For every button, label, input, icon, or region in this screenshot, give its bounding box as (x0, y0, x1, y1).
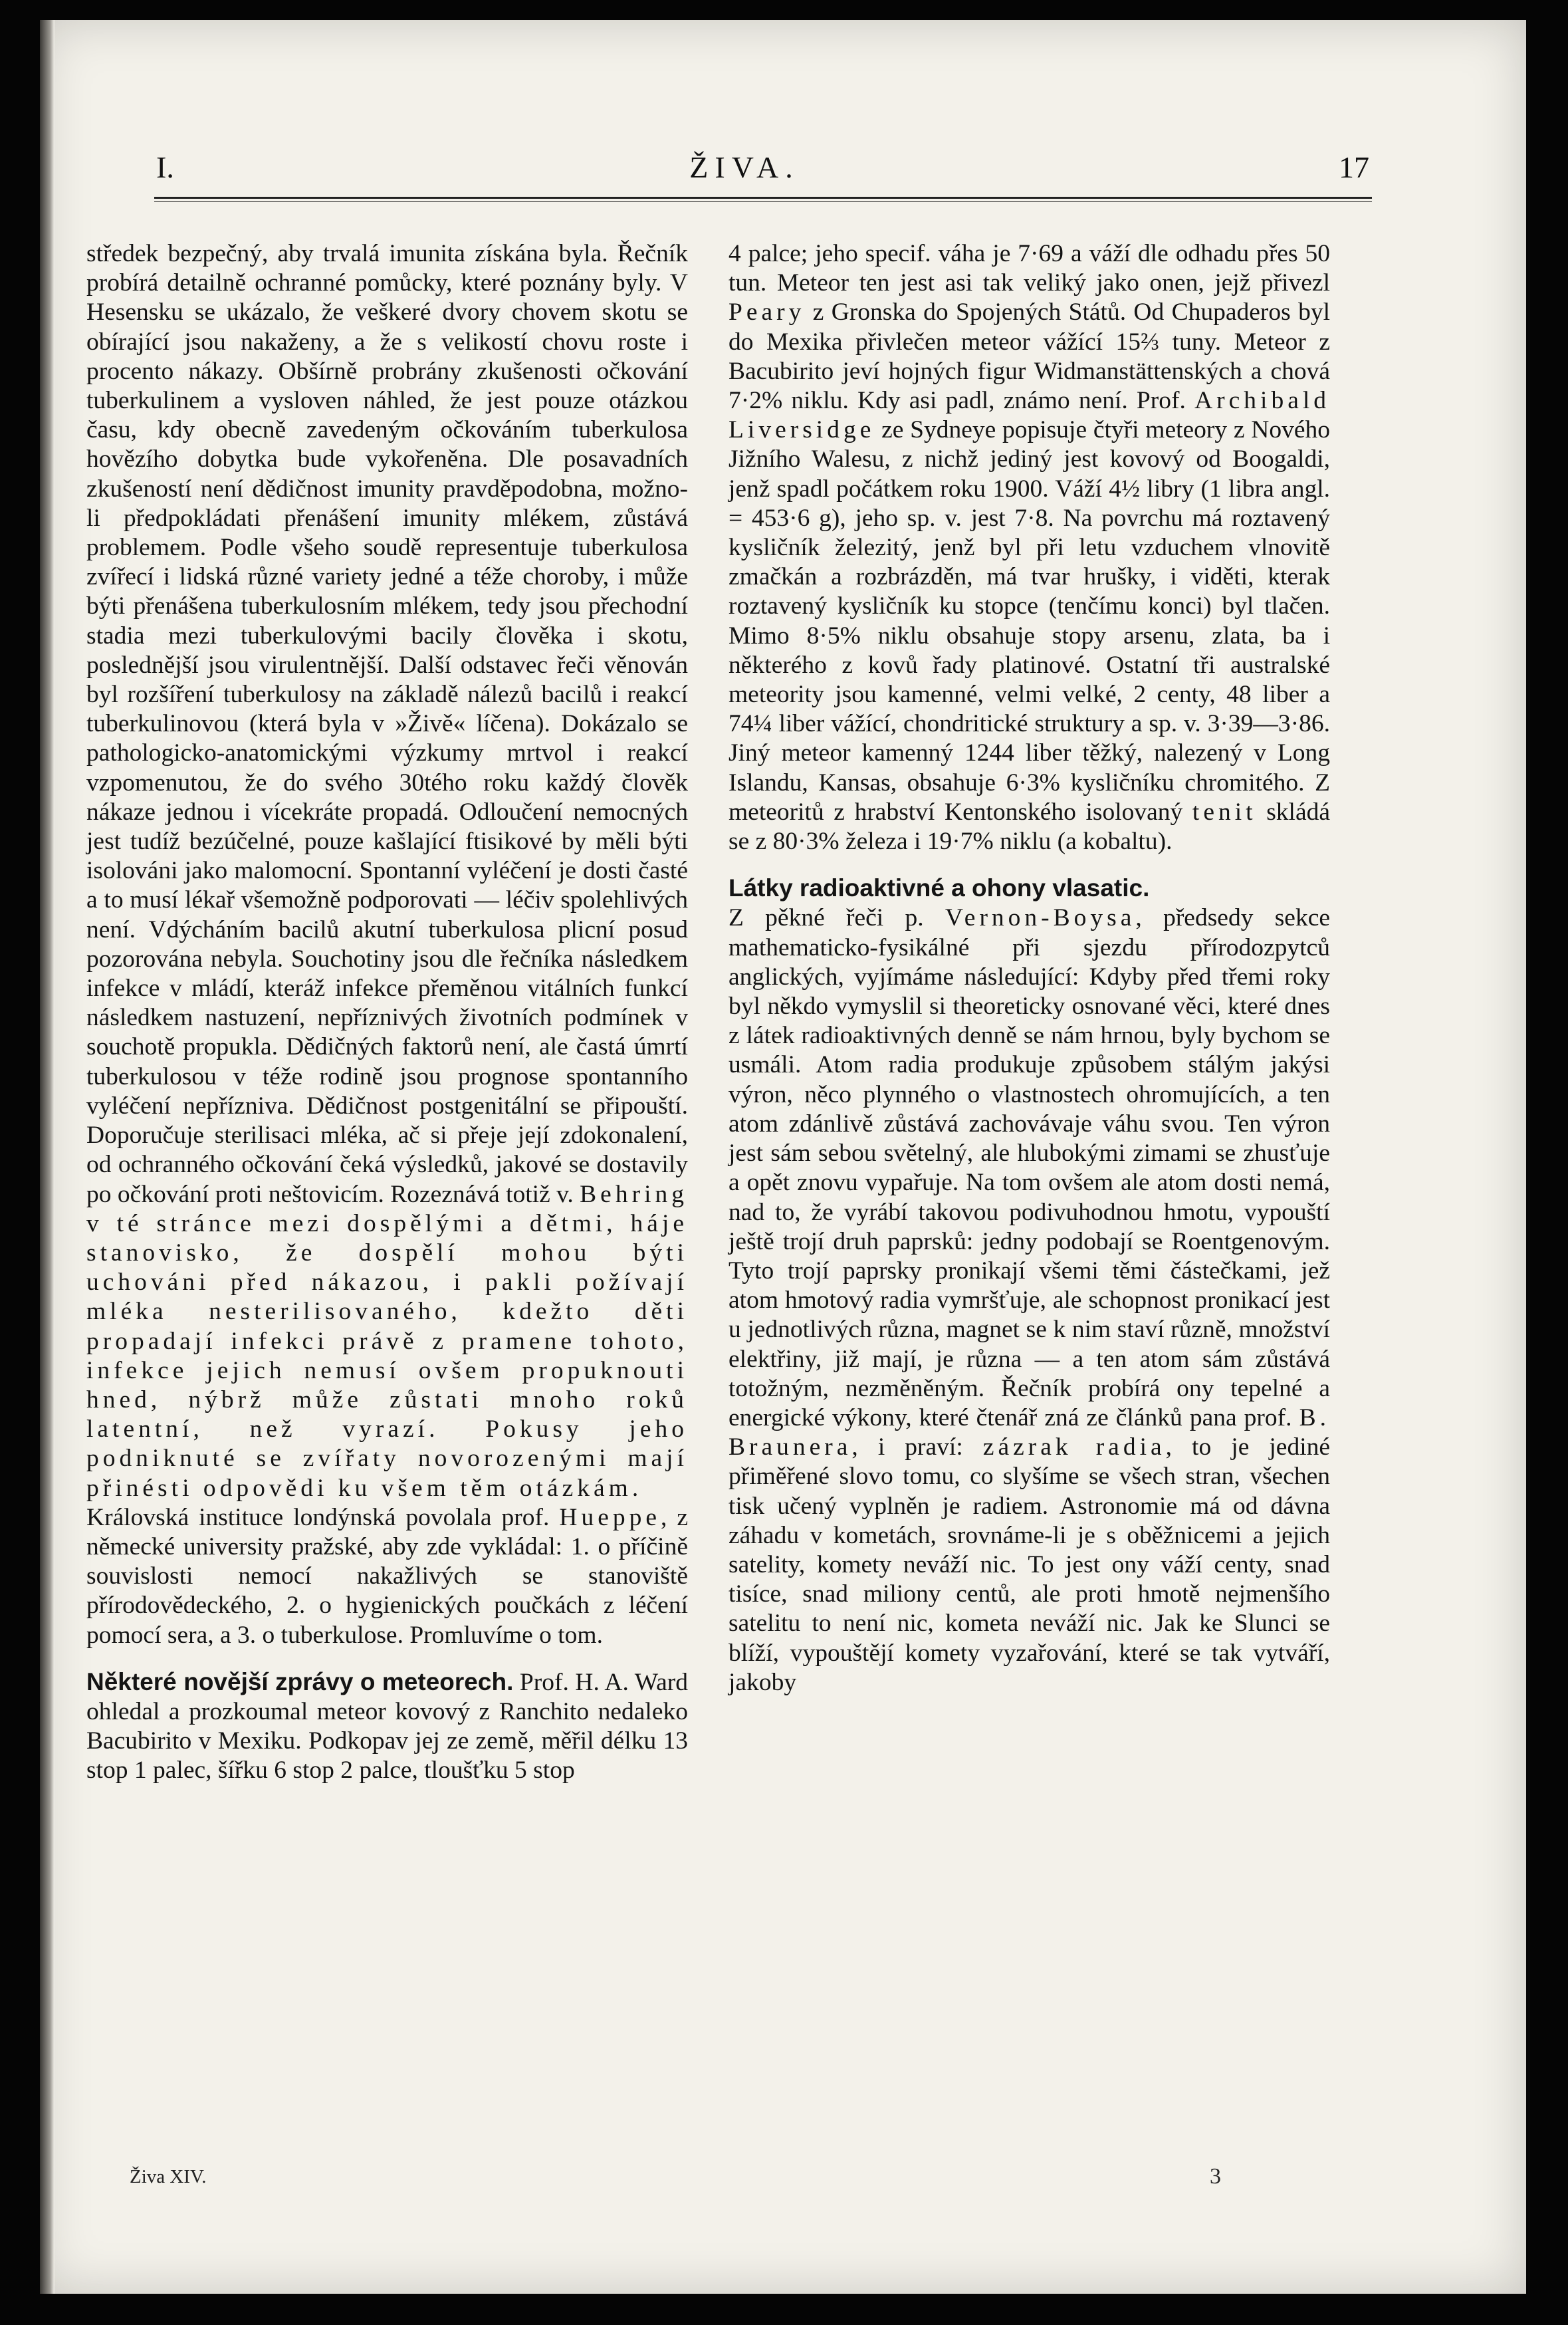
left-column (86, 239, 688, 1786)
right-column (728, 239, 1330, 1697)
paragraph: středek bezpečný, aby trvalá imunita získána byla. Řečník probírá detailně ochranné pomůcky, které poznány byly. V Hesensku se ukázalo, že veškeré dvory chovem skotu se obírající jsou nakaženy, a že s velikostí chovu roste i procento nákazy. Obšírně probrány zkušenosti očkování tuberkulinem a vysloven náhled, že jest pouze otázkou času, kdy obecně zavedeným očkováním tuberkulosa hovězího dobytka bude vykořeněna. Dle posavadních zkušeností není dědičnost imunity pravděpodobna, možno-li předpokládati přenášení imunity mlékem, zůstává problemem. Podle všeho soudě representuje tuberkulosa zvířecí i lidská různé variety jedné a téže choroby, i může býti přenášena tuberkulosním mlékem, tedy jsou přechodní stadia mezi tuberkulovými bacily člověka i skotu, poslednější jsou virulentnější. Další odstavec řeči věnován byl rozšíření tuberkulosy na základě nálezů bacilů i reakcí tuberkulinovou (která byla v »Živě« líčena). Dokázalo se pathologicko-anatomickými výzkumy mrtvol i reakcí vzpomenutou, že do svého 30tého roku každý člověk nákaze jednou i vícekráte propadá. Odloučení nemocných jest tudíž bezúčelné, pouze kašlající ftisikové by měli býti isolováni jako malomocní. Spontanní vyléčení je dosti časté a to musí lékař všemožně podporovati — léčiv spolehlivých není. Vdýcháním bacilů akutní tuberkulosa plicní posud pozorována nebyla. Souchotiny jsou dle řečníka následkem infekce v mládí, kteráž infekce přeměnou vitálních funkcí následkem nastuzení, nepříznivých životních podmínek v souchotě propukla. Dědičných faktorů není, ale častá úmrtí tuberkulosou v téže rodině jsou prognose spontanního vyléčení nepřízniva. Dědičnost postgenitální se připouští. Doporučuje sterilisaci mléka, ač si přeje její zdokonalení, od ochranného očkování čeká výsledků, jakové se dostavily po očkování proti neštovicím. Rozeznává totiž v. Behring v té stránce mezi dospělými a dětmi, háje stanovisko, že dospělí mohou býti uchováni před nákazou, i pakli požívají mléka nesterilisovaného, kdežto děti propadají infekci právě z pramene tohoto, infekce jejich nemusí ovšem propuknouti hned, nýbrž může zůstati mnoho roků latentní, než vyrazí. Pokusy jeho podniknuté se zvířaty novorozenými mají přinésti odpovědi ku všem těm otázkám. (86, 240, 688, 1502)
paragraph: Některé novější zprávy o meteorech. Prof. H. A. Ward ohledal a prozkoumal meteor kovový z Ranchito nedaleko Bacubirito v Mexiku. Podkopav jej ze země, měřil délku 13 stop 1 palec, šířku 6 stop 2 palce, tloušťku 5 stop (86, 1667, 688, 1784)
header-page-number: 17 (1339, 150, 1369, 184)
header-volume: I. (156, 150, 174, 184)
paragraph: 4 palce; jeho specif. váha je 7·69 a váží dle odhadu přes 50 tun. Meteor ten jest asi tak veliký jako onen, jejž přivezl Peary z Gronska do Spojených Států. Od Chupaderos byl do Mexika přivlečen meteor vážící 15⅔ tuny. Meteor z Bacubirito jeví hojných figur Widmanstättenských a chová 7·2% niklu. Kdy asi padl, známo není. Prof. Archibald Liversidge ze Sydneye popisuje čtyři meteory z Nového Jižního Walesu, z nichž jediný jest kovový od Boogaldi, jenž spadl počátkem roku 1900. Váží 4½ libry (1 libra angl. = 453·6 g), jeho sp. v. jest 7·8. Na povrchu má roztavený kysličník železitý, jenž byl při letu vzduchem vlnovitě zmačkán a rozbrázděn, má tvar hrušky, i viděti, kterak roztavený kysličník ku stopce (tenčímu konci) byl tlačen. Mimo 8·5% niklu obsahuje stopy arsenu, zlata, ba i některého z kovů řady platinové. Ostatní tři australské meteority jsou kamenné, velmi velké, 2 centy, 48 liber a 74¼ liber vážící, chondritické struktury a sp. v. 3·39—3·86. Jiný meteor kamenný 1244 liber těžký, nalezený v Long Islandu, Kansas, obsahuje 6·3% kysličníku chromitého. Z meteoritů z hrabství Kentonského isolovaný tenit skládá se z 80·3% železa i 19·7% niklu (a kobaltu). (728, 240, 1331, 856)
binding-edge (40, 20, 55, 2294)
paragraph: Královská instituce londýnská povolala prof. Hueppe, z německé university pražské, aby zde vykládal: 1. o příčině souvislosti nemocí nakažlivých se stanoviště přírodovědeckého, 2. o hygienických poučkách z léčení pomocí sera, a 3. o tuberkulose. Promluvíme o tom. (86, 1503, 689, 1649)
paragraph: Látky radioaktivné a ohony vlasatic. Z pěkné řeči p. Vernon-Boysa, předsedy sekce mathematicko-fysikálné při sjezdu přírodozpytců anglických, vyjímáme následující: Kdyby před třemi roky byl někdo vymyslil si theoreticky osnované věci, které dnes z látek radioaktivných denně se nám hrnou, byly bychom se usmáli. Atom radia produkuje způsobem stálým jakýsi výron, něco plynného o vlastnostech ohromujících, a ten atom zdánlivě zůstává zachovávaje váhu svou. Ten výron jest sám sebou světelný, ale hlubokými zimami se zhusťuje a opět znovu vypařuje. Na tom ovšem ale atom dosti nemá, nad to, že vyrábí takovou podivuhodnou hmotu, vypouští ještě trojí druh paprsků: jedny podobají se Roentgenovým. Tyto trojí paprsky pronikají všemi těmi částečkami, jež atom hmotový radia vymršťuje, ale schopnost pronikací jest u jednotlivých různa, magnet se k nim staví různě, množství elektřiny, již mají, je různa — a ten atom sám zůstává totožným, nezměněným. Řečník probírá ony tepelné a energické výkony, které čtenář zná ze článků pana prof. B. Braunera, i praví: zázrak radia, to je jediné přiměřené slovo tomu, co slyšíme se všech stran, všechen tisk učený vyplněn je radiem. Astronomie má od dávna záhadu v kometách, srovnáme-li je s oběžnicemi a jejich satelity, komety neváží nic. To jest ony váží centy, snad tisíce, snad miliony centů, ale proti hmotě nejmenšího satelitu to není nic, kometa neváží nic. Jak ke Slunci se blíží, vypouštějí komety vyzařování, které se tak vytváří, jakoby (728, 874, 1331, 1696)
header-title: ŽIVA. (689, 150, 800, 184)
running-header (120, 150, 1369, 189)
footer-signature: Živa XIV. (130, 2166, 207, 2187)
header-rule (154, 197, 1372, 202)
footer-sheet-number: 3 (1210, 2164, 1221, 2189)
section-heading: Látky radioaktivné a ohony vlasatic. (728, 874, 1150, 902)
section-heading: Některé novější zprávy o meteorech. (86, 1667, 514, 1695)
